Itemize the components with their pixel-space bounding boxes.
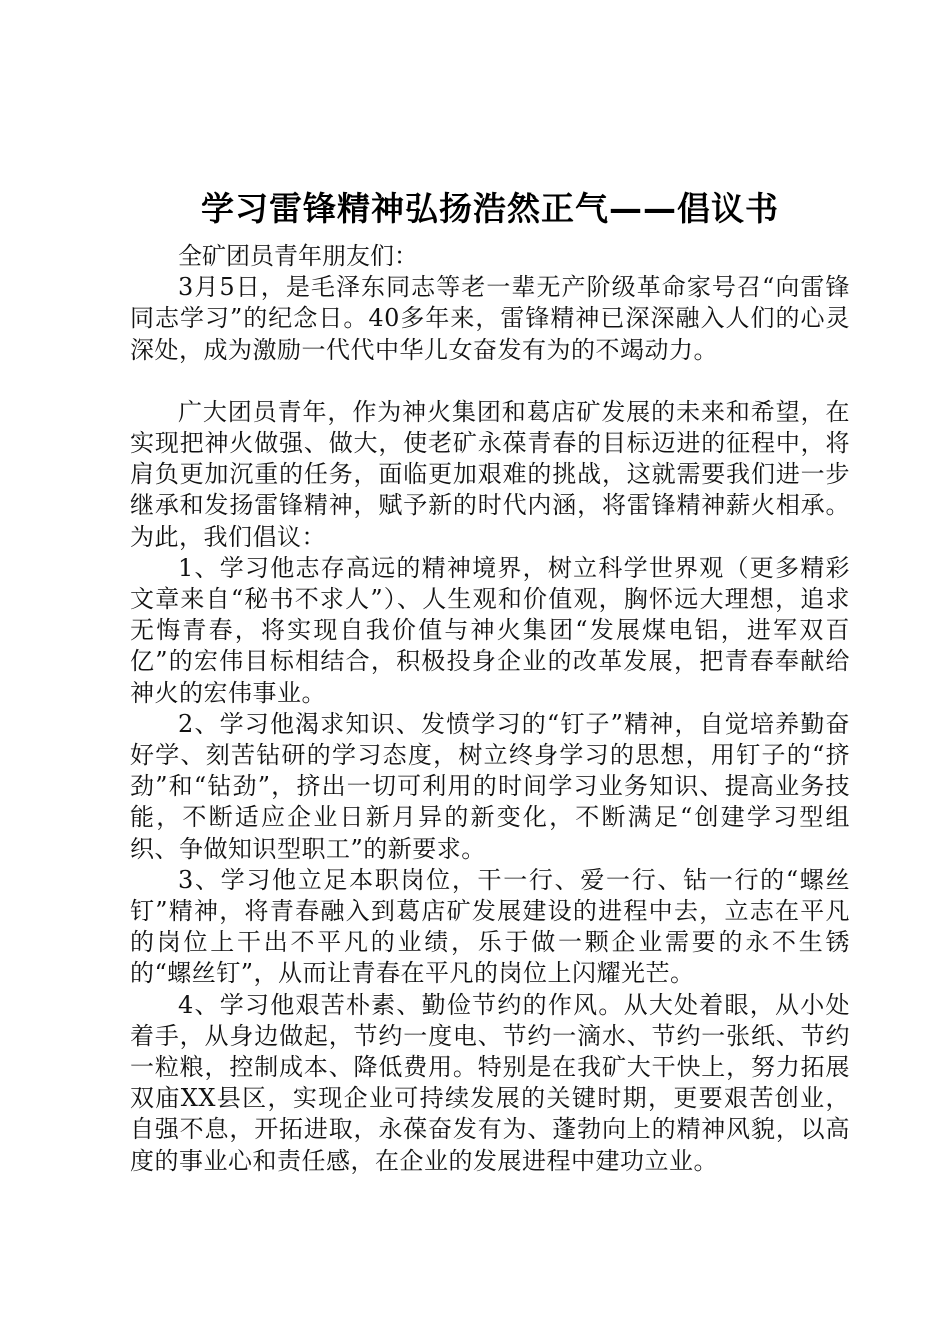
- document-title: 学习雷锋精神弘扬浩然正气——倡议书: [201, 189, 779, 228]
- proposal-item-3: 3、学习他立足本职岗位，干一行、爱一行、钻一行的“螺丝钉”精神，将青春融入到葛店矿发展建设的进程中去，立志在平凡的岗位上干出不平凡的业绩，乐于做一颗企业需要的永不生锈的“螺丝钉”，从而让青春在平凡的岗位上闪耀光芒。: [130, 865, 850, 988]
- paragraph-spacer: [130, 366, 850, 397]
- salutation: 全矿团员青年朋友们：: [178, 242, 418, 270]
- proposal-item-2: 2、学习他渴求知识、发愤学习的“钉子”精神，自觉培养勤奋好学、刻苦钻研的学习态度，树立终身学习的思想，用钉子的“挤劲”和“钻劲”，挤出一切可利用的时间学习业务知识、提高业务技能，不断适应企业日新月异的新变化，不断满足“创建学习型组织、争做知识型职工”的新要求。: [130, 709, 850, 863]
- proposal-item-1: 1、学习他志存高远的精神境界，树立科学世界观（更多精彩文章来自“秘书不求人”）、人生观和价值观，胸怀远大理想，追求无悔青春，将实现自我价值与神火集团“发展煤电铝，进军双百亿”的宏伟目标相结合，积极投身企业的改革发展，把青春奉献给神火的宏伟事业。: [130, 553, 850, 707]
- paragraph-call: 广大团员青年，作为神火集团和葛店矿发展的未来和希望，在实现把神火做强、做大，使老矿永葆青春的目标迈进的征程中，将肩负更加沉重的任务，面临更加艰难的挑战，这就需要我们进一步继承和发扬雷锋精神，赋予新的时代内涵，将雷锋精神薪火相承。为此，我们倡议：: [130, 397, 850, 551]
- proposal-item-4: 4、学习他艰苦朴素、勤俭节约的作风。从大处着眼，从小处着手，从身边做起，节约一度电、节约一滴水、节约一张纸、节约一粒粮，控制成本、降低费用。特别是在我矿大干快上，努力拓展双庙XX县区，实现企业可持续发展的关键时期，更要艰苦创业，自强不息，开拓进取，永葆奋发有为、蓬勃向上的精神风貌，以高度的事业心和责任感，在企业的发展进程中建功立业。: [130, 990, 850, 1175]
- paragraph-intro: 3月5日，是毛泽东同志等老一辈无产阶级革命家号召“向雷锋同志学习”的纪念日。40多年来，雷锋精神已深深融入人们的心灵深处，成为激励一代代中华儿女奋发有为的不竭动力。: [130, 273, 850, 364]
- document-body: [130, 183, 850, 1177]
